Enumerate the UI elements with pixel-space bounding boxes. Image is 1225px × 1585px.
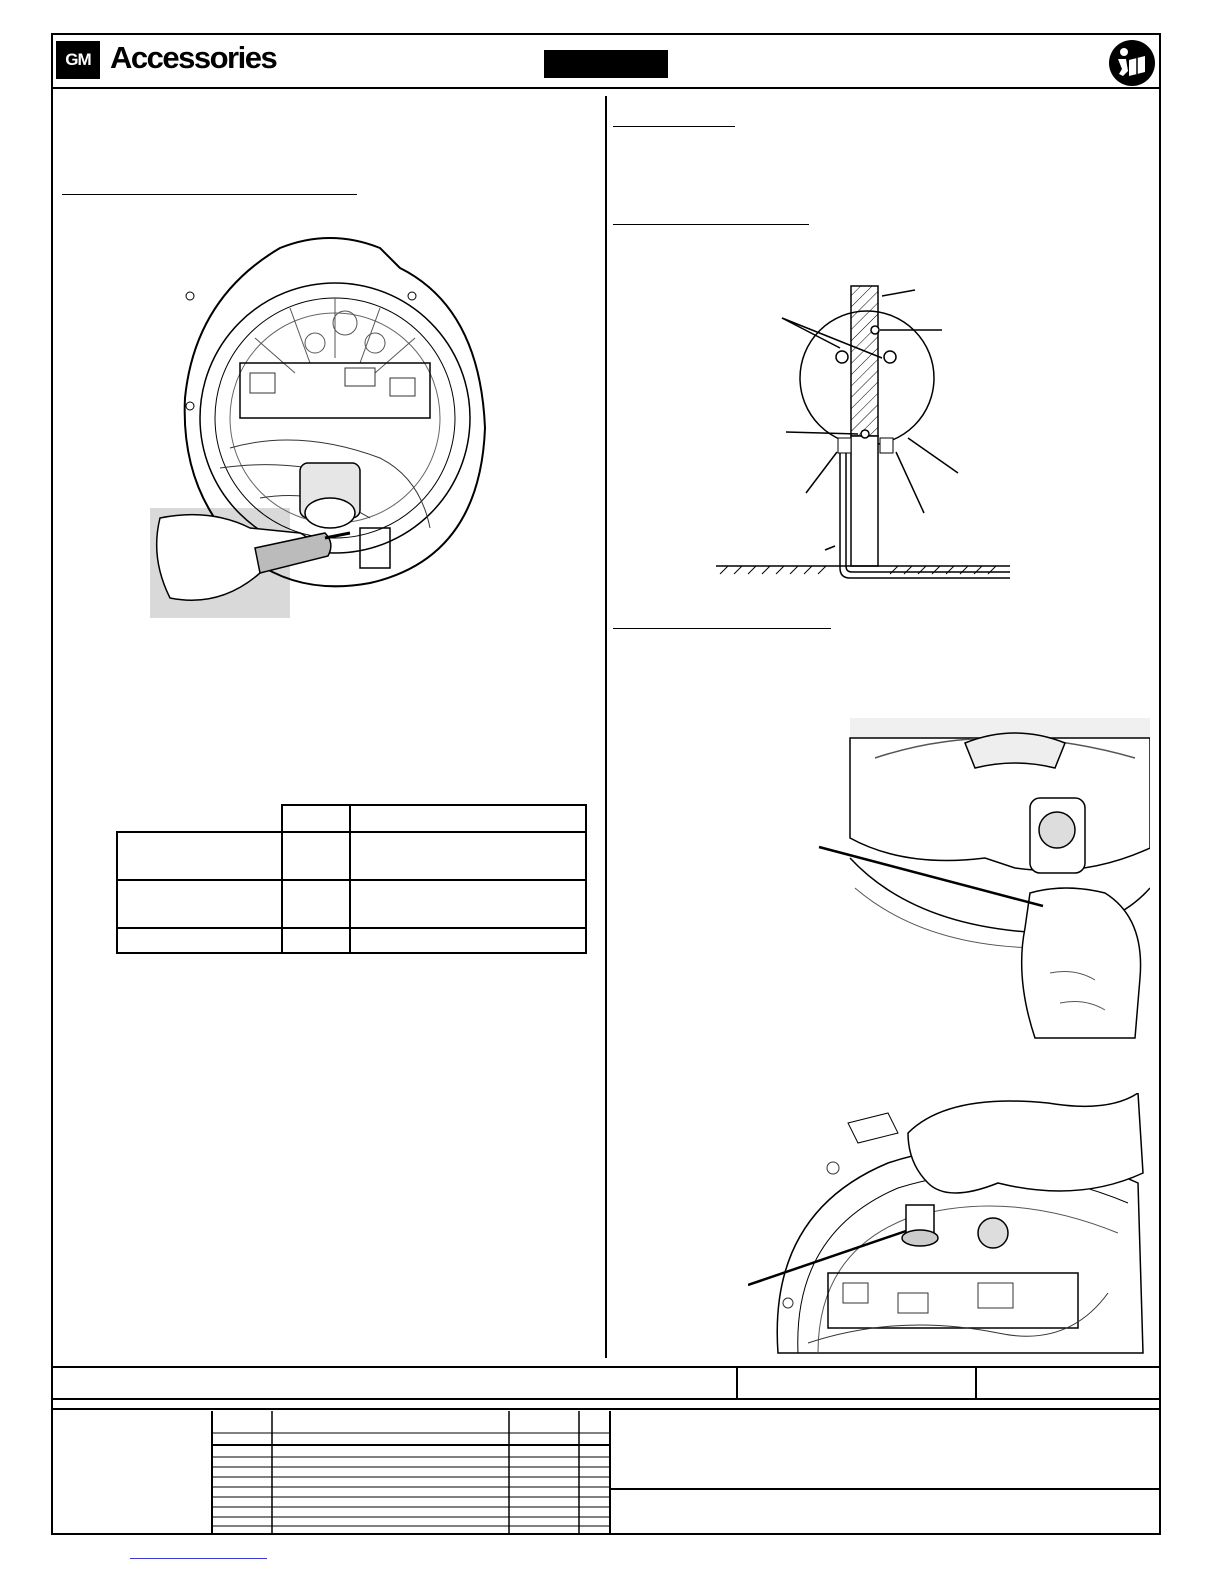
table-cell (350, 880, 586, 928)
gm-logo: GM (56, 41, 100, 79)
header-rule (51, 87, 1161, 89)
read-manual-icon (1107, 38, 1157, 88)
header-label-bar (544, 50, 668, 78)
mounting-diagram (710, 278, 1020, 593)
right-heading-3-underline (613, 628, 831, 629)
footer-rule-top (51, 1366, 1161, 1368)
revision-table (211, 1411, 611, 1533)
table-cell (282, 805, 350, 832)
column-divider (605, 96, 607, 1358)
spec-table (116, 804, 587, 954)
footer-divider-1 (736, 1366, 738, 1400)
table-cell (350, 805, 586, 832)
table-cell (282, 880, 350, 928)
table-cell (117, 832, 282, 880)
right-heading-2-underline (613, 224, 809, 225)
housing-hand-illustration (815, 718, 1150, 1043)
table-cell (282, 832, 350, 880)
housing-screwdriver-illustration (150, 228, 510, 618)
revision-right-rule (611, 1488, 1161, 1490)
footer-link-underline[interactable] (130, 1558, 267, 1559)
fitting-hand-illustration (748, 1093, 1148, 1358)
right-heading-1-underline (613, 126, 735, 127)
table-cell (117, 805, 282, 832)
footer-divider-2 (975, 1366, 977, 1400)
brand-title: Accessories (110, 40, 277, 75)
footer-rule-bottom (51, 1398, 1161, 1400)
left-heading-underline (62, 194, 357, 195)
table-cell (282, 928, 350, 953)
table-cell (350, 928, 586, 953)
table-cell (350, 832, 586, 880)
table-cell (117, 880, 282, 928)
table-cell (117, 928, 282, 953)
